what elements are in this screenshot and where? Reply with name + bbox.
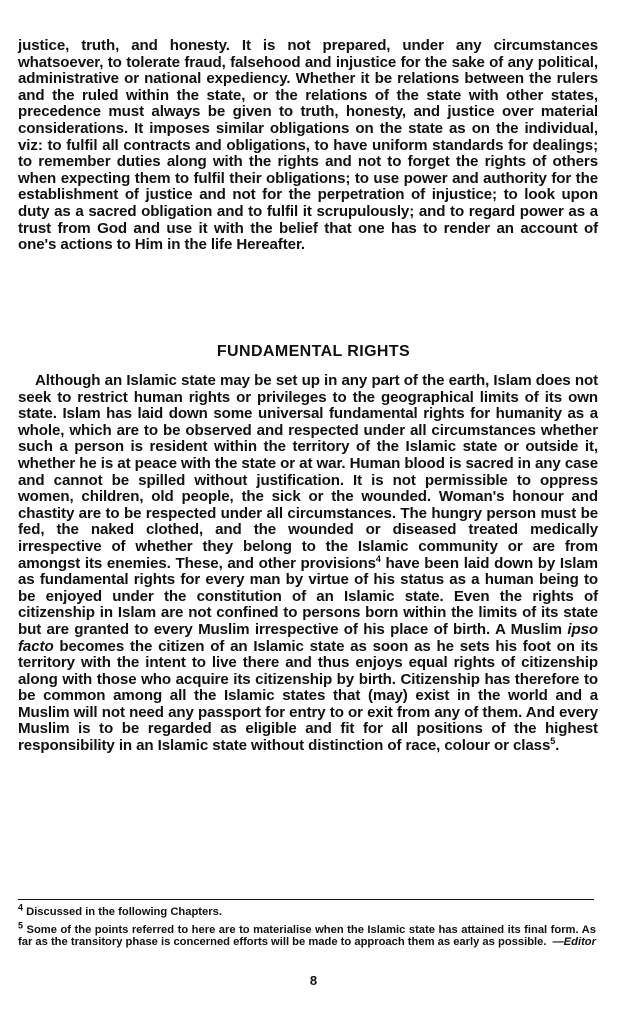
paragraph-2-text-part2: have been laid down by Islam as fundamental rights for every man by virtue of his status as a human being to be enjoyed under the constitution of an Islamic state. Even the rights of citizenship in Islam are not confined to persons born within the limits of its state but are granted to every Muslim irrespective of his place of birth. A Muslim bbox=[18, 554, 598, 638]
page-number: 8 bbox=[309, 973, 318, 988]
footnote-ref-5: 5 bbox=[550, 736, 556, 747]
footnote-4 bbox=[18, 902, 596, 918]
footnote-5-attribution: —Editor bbox=[552, 936, 596, 949]
section-heading: FUNDAMENTAL RIGHTS bbox=[216, 343, 411, 360]
body-paragraph-2 bbox=[18, 373, 598, 755]
body-paragraph-1: justice, truth, and honesty. It is not prepared, under any circumstances whatsoever, to tolerate fraud, falsehood and injustice for the sake of any political, administrative or national expediency. Whether it be relations between the rulers and the ruled within the state, or the relations of the state with other states, precedence must always be given to truth, honesty, and justice over material considerations. It imposes similar obligations on the state as on the individual, viz: to fulfil all contracts and obligations, to have uniform standards for dealings; to remember duties along with the rights and not to forget the rights of others when expecting them to fulfil their obligations; to use power and authority for the establishment of justice and not for the perpetration of injustice; to look upon duty as a sacred obligation and to fulfil it scrupulously; and to regard power as a trust from God and use it with the belief that one has to render an account of one's actions to Him in the life Hereafter. bbox=[18, 37, 598, 254]
footnote-5-number: 5 bbox=[18, 920, 24, 931]
paragraph-2-text-part3: becomes the citizen of an Islamic state as soon as he sets his foot on its territory with the intent to live there and thus enjoys equal rights of citizenship along with those who acquire its citizenship by birth. Citizenship has therefore to be common among all the Islamic states that (may) exist in the world and a Muslim will not need any passport for entry to or exit from any of them. And every Muslim is to be regarded as eligible and fit for all positions of the highest responsibility in an Islamic state without distinction of race, colour or class bbox=[18, 637, 598, 755]
paragraph-2-text-part4: . bbox=[555, 737, 560, 755]
footnote-ref-4: 4 bbox=[375, 553, 381, 564]
footnote-4-number: 4 bbox=[18, 902, 24, 913]
footnote-5-text: Some of the points referred to here are to materialise when the Islamic state has attained its final form. As far as the transitory phase is concerned efforts will be made to approach them as early as possible. bbox=[18, 924, 596, 949]
paragraph-2-text-part1: Although an Islamic state may be set up in any part of the earth, Islam does not seek to restrict human rights or privileges to the geographical limits of its own state. Islam has laid down some universal fundamental rights for humanity as a whole, which are to be observed and respected under all circumstances whether such a person is resident within the territory of the Islamic state or outside it, whether he is at peace with the state or at war. Human blood is sacred in any case and cannot be spilled without justification. It is not permissible to oppress women, children, old people, the sick or the wounded. Woman's honour and chastity are to be respected under all circumstances. The hungry person must be fed, the naked clothed, and the wounded or diseased treated medically irrespective of whether they belong to the Islamic community or are from amongst its enemies. These, and other provisions bbox=[18, 372, 598, 572]
footnote-4-text: Discussed in the following Chapters. bbox=[23, 906, 222, 918]
italic-phrase: ipso facto bbox=[18, 620, 598, 655]
footnote-divider bbox=[18, 899, 594, 900]
footnote-5 bbox=[18, 920, 596, 949]
